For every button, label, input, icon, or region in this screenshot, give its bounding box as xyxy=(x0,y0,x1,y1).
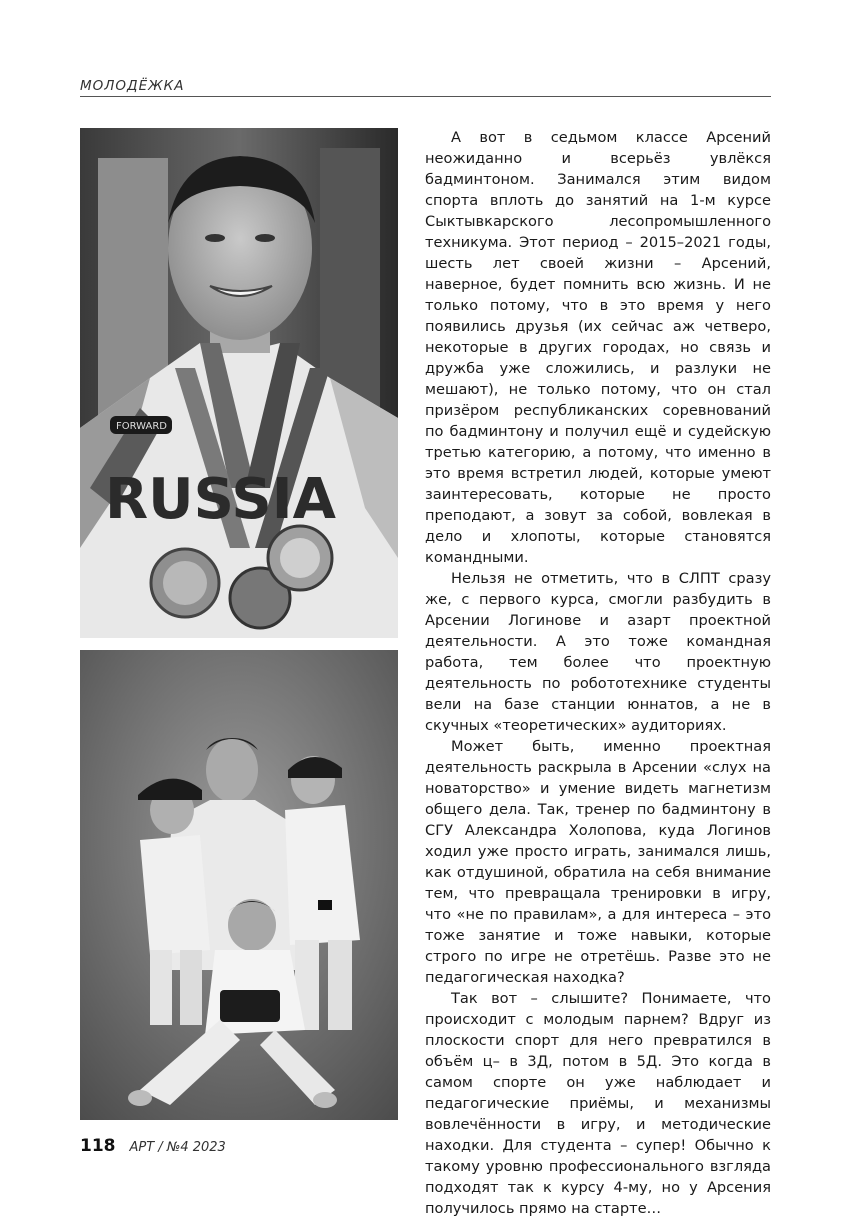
page-footer xyxy=(80,1136,226,1156)
page-number: 118 xyxy=(80,1136,116,1156)
group-photo-icon xyxy=(80,650,398,1120)
portrait-photo xyxy=(80,128,398,638)
header-rule xyxy=(80,96,771,97)
group-photo xyxy=(80,650,398,1120)
article-paragraph: Может быть, именно проектная деятельность раскрыла в Арсении «слух на новаторство» и умение видеть магнетизм общего дела. Так, тренер по бадминтону в СГУ Александра Холопова, куда Логинов ходил уже просто играть, занимался лишь, как отдушиной, обратила на себя внимание тем, что превращала тренировки в игру, что «не по правилам», а для интереса – это тоже занятие и тоже навыки, которые строго по игре не отретёшь. Разве это не педагогическая находка? xyxy=(425,738,771,986)
jacket-patch-text: FORWARD xyxy=(116,421,167,432)
article-paragraph: Нельзя не отметить, что в СЛПТ сразу же, с первого курса, смогли разбудить в Арсении Логинове и азарт проектной деятельности. А это тоже командная работа, тем более что проектную деятельность по робототехнике студенты вели на базе станции юннатов, а не в скучных «теоретических» аудиториях. xyxy=(425,570,771,734)
article-paragraph: А вот в седьмом классе Арсений неожиданно и всерьёз увлёкся бадминтоном. Занимался этим видом спорта вплоть до занятий на 1-м курсе Сыктывкарского лесопромышленного техникума. Этот период – 2015–2021 годы, шесть лет своей жизни – Арсений, наверное, будет помнить всю жизнь. И не только потому, что в это время у него появились друзья (их сейчас аж четверо, некоторые в других городах, но связь и дружба уже сложились, и разлуки не мешают), не только потому, что он стал призёром республиканских соревнований по бадминтону и получил ещё и судейскую третью категорию, а потому, что именно в это время встретил людей, которые умеют заинтересовать, которые не просто преподают, а зовут за собой, вовлекая в дело и хлопоты, которые становятся командными. xyxy=(425,129,771,566)
magazine-issue: АРТ / №4 2023 xyxy=(129,1140,226,1155)
section-title: МОЛОДЁЖКА xyxy=(80,78,185,94)
portrait-photo-icon xyxy=(80,128,398,638)
article-body xyxy=(425,127,771,1219)
jacket-text: RUSSIA xyxy=(105,467,336,532)
article-paragraph: Так вот – слышите? Понимаете, что происходит с молодым парнем? Вдруг из плоскости спорт для него превратился в объём ц– в 3Д, потом в 5Д. Это когда в самом спорте он уже наблюдает и педагогические приёмы, и механизмы вовлечённости в игру, и методические находки. Для студента – супер! Обычно к такому уровню профессионального взгляда подходят так к курсу 4-му, но у Арсения получилось прямо на старте… xyxy=(425,990,771,1217)
